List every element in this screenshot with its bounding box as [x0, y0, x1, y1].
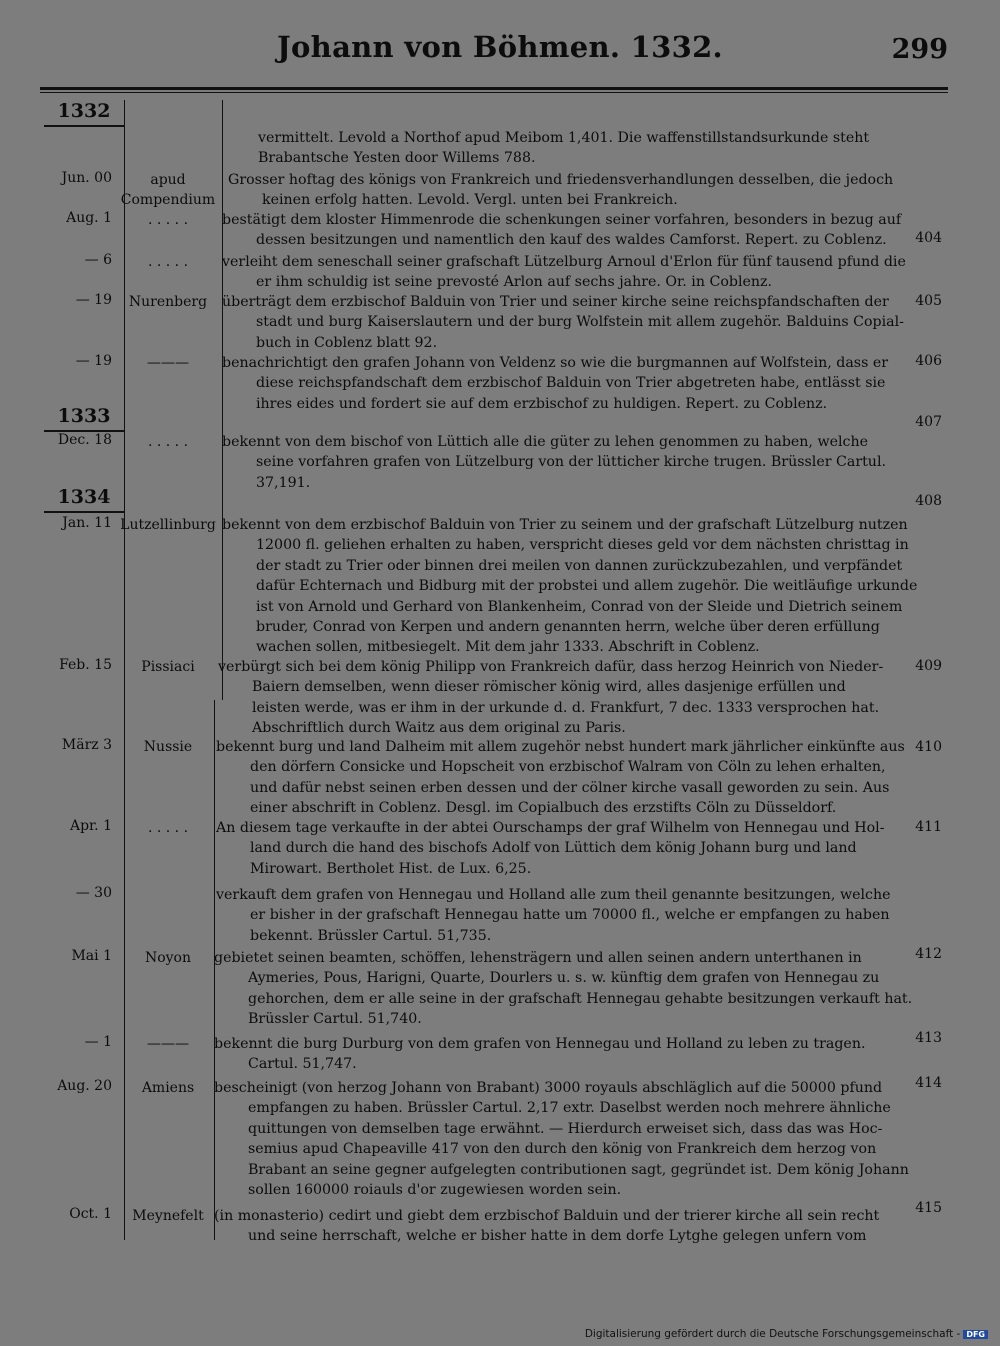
entry-line: 12000 fl. geliehen erhalten zu haben, verspricht dieses geld vor dem nächsten christtag in [256, 537, 909, 554]
entry-date: Aug. 1 [66, 210, 112, 226]
year-rule [44, 511, 124, 513]
entry-date: — 6 [84, 252, 112, 268]
entry-text [258, 128, 946, 169]
entry-text [222, 210, 946, 251]
entry-line: ihres eides und fordert sie auf dem erzbischof zu huldigen. Repert. zu Coblenz. [256, 395, 828, 412]
entry-line: An diesem tage verkaufte in der abtei Ourschamps der graf Wilhelm von Hennegau und Hol- [216, 820, 885, 836]
entry-number: 414 [915, 1074, 942, 1091]
entry-text [222, 292, 946, 353]
entry-line: bekennt burg und land Dalheim mit allem zugehör nebst hundert mark jährlicher einkünfte aus [216, 739, 905, 755]
entry-line: Aymeries, Pous, Harigni, Quarte, Dourlers u. s. w. künftig dem grafen von Hennegau zu [248, 970, 880, 987]
entry-line: bekennt die burg Durburg von dem grafen von Hennegau und Holland zu leben zu tragen. [214, 1036, 866, 1052]
dfg-logo: DFG [963, 1330, 988, 1339]
entry-line: er ihm schuldig ist seine prevosté Arlon auf sechs jahre. Or. in Coblenz. [256, 274, 773, 291]
entry-line: Brüssler Cartul. 51,740. [248, 1011, 422, 1028]
entry-line: den dörfern Consicke und Hopscheit von erzbischof Walram von Cöln zu lehen erhalten, [250, 759, 886, 776]
entry-line: buch in Coblenz blatt 92. [256, 334, 438, 351]
entry-line: stadt und burg Kaiserslautern und der burg Wolfstein mit allem zugehör. Balduins Copial- [256, 314, 904, 331]
entry-line: Baiern demselben, wenn dieser römischer könig wird, alles dasjenige erfüllen und [252, 679, 846, 696]
entry-date: — 1 [84, 1034, 112, 1050]
entry-line: bruder, Conrad von Kerpen und andern genannten herrn, welche über deren erfüllung [256, 618, 880, 635]
footer-credit [585, 1328, 988, 1340]
entry-line: Brabantsche Yesten door Willems 788. [258, 150, 536, 167]
entry-line: dessen besitzungen und namentlich den kauf des waldes Camforst. Repert. zu Coblenz. [256, 232, 887, 249]
entry-line: quittungen von demselben tage erwähnt. — Hierdurch erweiset sich, dass das was Hoc- [248, 1120, 883, 1137]
entry-line: bekennt von dem erzbischof Balduin von Trier zu seinem und der grafschaft Lützelburg nutzen [222, 517, 908, 533]
year-heading: 1333 [57, 405, 111, 427]
entry-line: überträgt dem erzbischof Balduin von Trier und seiner kirche seine reichspfandschaften der [222, 294, 889, 310]
entry-line: Brabant an seine gegner aufgelegten contributionen sagt, gegründet ist. Dem könig Johann [248, 1161, 909, 1178]
entry-line: bekennt. Brüssler Cartul. 51,735. [250, 927, 492, 944]
entry-line: benachrichtigt den grafen Johann von Veldenz so wie die burgmannen auf Wolfstein, dass er [222, 355, 889, 371]
entry-place: Meynefelt [132, 1208, 204, 1224]
entry-line: keinen erfolg hatten. Levold. Vergl. unten bei Frankreich. [262, 192, 678, 209]
entry-line: Cartul. 51,747. [248, 1056, 357, 1073]
entry-line: vermittelt. Levold a Northof apud Meibom 1,401. Die waffenstillstandsurkunde steht [258, 130, 870, 146]
entry-line: verbürgt sich bei dem könig Philipp von Frankreich dafür, dass herzog Heinrich von Nieder- [218, 659, 884, 675]
entry-number: 409 [915, 657, 942, 674]
page-number: 299 [891, 34, 948, 65]
entry-line: wachen sollen, mitbesiegelt. Mit dem jahr 1333. Abschrift in Coblenz. [256, 639, 760, 656]
entry-line: einer abschrift in Coblenz. Desgl. im Copialbuch des erzstifts Cöln zu Düsseldorf. [250, 800, 837, 817]
entry-text [222, 252, 946, 293]
entry-place: . . . . . [147, 820, 189, 836]
entry-number: 407 [915, 414, 942, 431]
entry-text [228, 170, 946, 211]
entry-place: Amiens [141, 1080, 195, 1096]
entry-text [216, 737, 946, 819]
entry-line: verleiht dem seneschall seiner grafschaft Lützelburg Arnoul d'Erlon für fünf tausend pfund die [222, 254, 906, 270]
entry-line: ist von Arnold und Gerhard von Blankenheim, Conrad von der Sleide und Dietrich seinem [256, 598, 903, 615]
entry-place: ——— [147, 355, 189, 371]
footer-text: Digitalisierung gefördert durch die Deutsche Forschungsgemeinschaft - [584, 1328, 961, 1340]
entry-place: Nurenberg [128, 294, 208, 310]
entry-line: und seine herrschaft, welche er bisher hatte in dem dorfe Lytghe gelegen unfern vom [248, 1228, 867, 1245]
entry-place: . . . . . [147, 212, 189, 228]
entry-text [214, 1034, 946, 1075]
year-rule [44, 125, 124, 127]
entry-line: Mirowart. Bertholet Hist. de Lux. 6,25. [250, 860, 532, 877]
entry-date: — 19 [75, 292, 112, 308]
entry-line: sollen 160000 roiauls d'or zugewiesen worden sein. [248, 1181, 622, 1198]
entry-number: 412 [915, 946, 942, 963]
entry-line: Abschriftlich durch Waitz aus dem original zu Paris. [252, 720, 626, 737]
entry-date: Aug. 20 [57, 1078, 112, 1094]
entry-date: Oct. 1 [69, 1206, 112, 1222]
entry-text [222, 515, 946, 658]
page-title: Johann von Böhmen. 1332. [277, 30, 723, 64]
entry-line: und dafür nebst seinen erben dessen und der cölner kirche vasall geworden zu sein. Aus [250, 779, 890, 796]
entry-text [214, 1206, 946, 1247]
entry-line: er bisher in der grafschaft Hennegau hatte um 70000 fl., welche er empfangen zu haben [250, 907, 890, 924]
entry-text [214, 1078, 946, 1200]
entry-place: Pissiaci [141, 659, 195, 675]
entry-line: semius apud Chapeaville 417 von den durch den könig von Frankreich dem herzog von [248, 1141, 877, 1158]
year-heading: 1334 [57, 486, 111, 508]
entry-date: — 30 [75, 885, 112, 901]
top-rule-thin [40, 92, 948, 93]
entry-line: seine vorfahren grafen von Lützelburg von der lütticher kirche trugen. Brüssler Cartul. [256, 454, 886, 471]
entry-line: der stadt zu Trier oder binnen drei meilen von dannen zurückzubezahlen, und verpfändet [256, 557, 903, 574]
entry-text [214, 948, 946, 1030]
entry-date: Mai 1 [71, 948, 112, 964]
entry-number: 410 [915, 738, 942, 755]
entry-place: Nussie [143, 739, 193, 755]
entry-line: Grosser hoftag des königs von Frankreich und friedensverhandlungen desselben, die jedoch [228, 172, 894, 188]
entry-number: 406 [915, 353, 942, 370]
entry-line: gehorchen, dem er alle seine in der grafschaft Hennegau gehabte besitzungen verkauft hat. [248, 990, 913, 1007]
entry-text [222, 353, 946, 414]
entry-number: 411 [915, 818, 942, 835]
entry-line: empfangen zu haben. Brüssler Cartul. 2,17 extr. Daselbst werden noch mehrere ähnliche [248, 1100, 891, 1117]
entry-text [216, 818, 946, 879]
entry-line: leisten werde, was er ihm in der urkunde d. d. Frankfurt, 7 dec. 1333 versprochen hat. [252, 699, 880, 716]
entry-date: März 3 [61, 737, 112, 753]
entry-line: gebietet seinen beamten, schöffen, lehensträgern und allen seinen andern unterthanen in [214, 950, 862, 966]
entry-line: bestätigt dem kloster Himmenrode die schenkungen seiner vorfahren, besonders in bezug auf [222, 212, 902, 228]
entry-date: Apr. 1 [69, 818, 112, 834]
entry-line: bekennt von dem bischof von Lüttich alle die güter zu lehen genommen zu haben, welche [222, 434, 869, 450]
entry-place: . . . . . [147, 254, 189, 270]
entry-date: Feb. 15 [59, 657, 112, 673]
entry-line: dafür Echternach und Bidburg mit der probstei und allem zugehör. Die weitläufige urkunde [256, 578, 918, 595]
entry-date: Jun. 00 [61, 170, 112, 186]
entry-number: 415 [915, 1200, 942, 1217]
entry-place: apud Compendium [120, 172, 216, 208]
entry-date: Jan. 11 [62, 515, 112, 531]
year-heading: 1332 [57, 100, 111, 122]
entry-number: 413 [915, 1029, 942, 1046]
entry-place: Noyon [144, 950, 192, 966]
entry-date: — 19 [75, 353, 112, 369]
entry-line: 37,191. [256, 474, 311, 491]
entry-text [218, 657, 946, 739]
entry-line: verkauft dem grafen von Hennegau und Holland alle zum theil genannte besitzungen, welche [216, 887, 891, 903]
entry-place: . . . . . [147, 434, 189, 450]
entry-text [222, 432, 946, 493]
entry-place: Lutzellinburg [120, 517, 216, 533]
entry-date: Dec. 18 [57, 432, 112, 448]
entry-number: 405 [915, 292, 942, 309]
entry-line: diese reichspfandschaft dem erzbischof Balduin von Trier abgetreten habe, entlässt sie [256, 375, 886, 392]
entry-place: ——— [147, 1036, 189, 1052]
entry-number: 404 [915, 230, 942, 247]
entry-line: (in monasterio) cedirt und giebt dem erzbischof Balduin und der trierer kirche all sein recht [214, 1208, 880, 1224]
entry-line: land durch die hand des bischofs Adolf von Lüttich dem könig Johann burg und land [250, 840, 857, 857]
entry-text [216, 885, 946, 946]
top-rule [40, 87, 948, 90]
entry-line: bescheinigt (von herzog Johann von Brabant) 3000 royauls abschläglich auf die 50000 pfund [214, 1080, 883, 1096]
entry-number: 408 [915, 493, 942, 510]
